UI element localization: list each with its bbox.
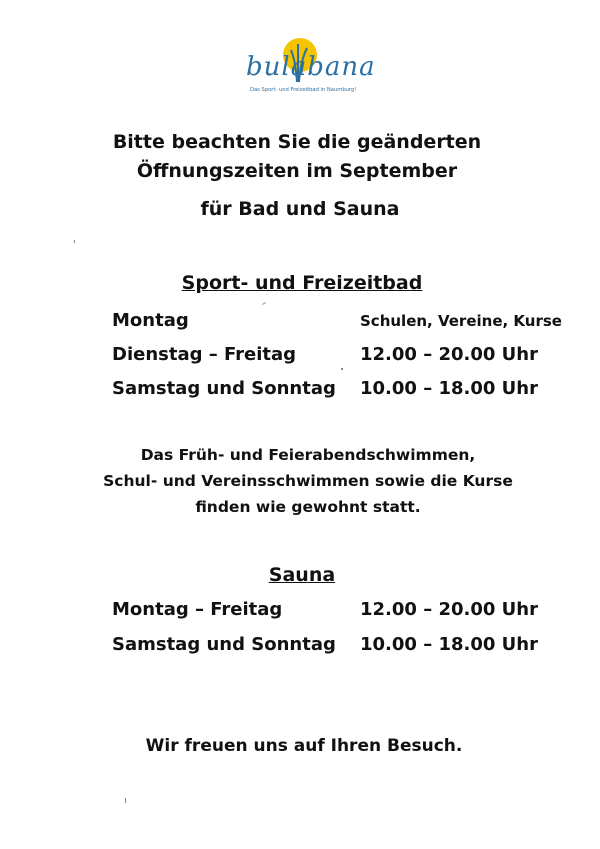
schedule-time: 10.00 – 18.00 Uhr	[360, 378, 538, 399]
info-note-line-1: Das Früh- und Feierabendschwimmen,	[140, 446, 476, 464]
logo-wordmark: bulabana	[246, 52, 376, 82]
logo-tagline: Das Sport- und Freizeitbad in Naumburg!	[250, 87, 357, 93]
schedule-row	[0, 634, 600, 658]
heading-line-3: für Bad und Sauna	[200, 198, 400, 220]
schedule-time: 10.00 – 18.00 Uhr	[360, 634, 538, 655]
scan-speck	[125, 798, 126, 803]
schedule-row	[0, 344, 600, 368]
heading-line-2: Öffnungszeiten im September	[136, 160, 458, 182]
info-note-line-3: finden wie gewohnt statt.	[195, 498, 421, 516]
schedule-time: Schulen, Vereine, Kurse	[360, 312, 562, 330]
scan-speck	[74, 240, 75, 243]
schedule-row	[0, 310, 600, 334]
schedule-time: 12.00 – 20.00 Uhr	[360, 344, 538, 365]
bulabana-logo	[240, 36, 376, 98]
schedule-day: Montag	[112, 310, 189, 331]
schedule-day: Dienstag – Freitag	[112, 344, 297, 365]
schedule-day: Samstag und Sonntag	[112, 378, 336, 399]
info-note-line-2: Schul- und Vereinsschwimmen sowie die Kurse	[103, 472, 513, 490]
schedule-day: Samstag und Sonntag	[112, 634, 336, 655]
schedule-row	[0, 599, 600, 623]
schedule-time: 12.00 – 20.00 Uhr	[360, 599, 538, 620]
info-note	[8, 442, 600, 520]
heading-line-1: Bitte beachten Sie die geänderten	[112, 131, 482, 153]
scan-speck	[262, 302, 266, 305]
closing-text: Wir freuen uns auf Ihren Besuch.	[145, 736, 463, 756]
schedule-row	[0, 378, 600, 402]
scan-speck	[341, 368, 343, 370]
section-title-sauna: Sauna	[268, 564, 336, 586]
schedule-day: Montag – Freitag	[112, 599, 283, 620]
section-title-freizeitbad: Sport- und Freizeitbad	[181, 272, 423, 294]
